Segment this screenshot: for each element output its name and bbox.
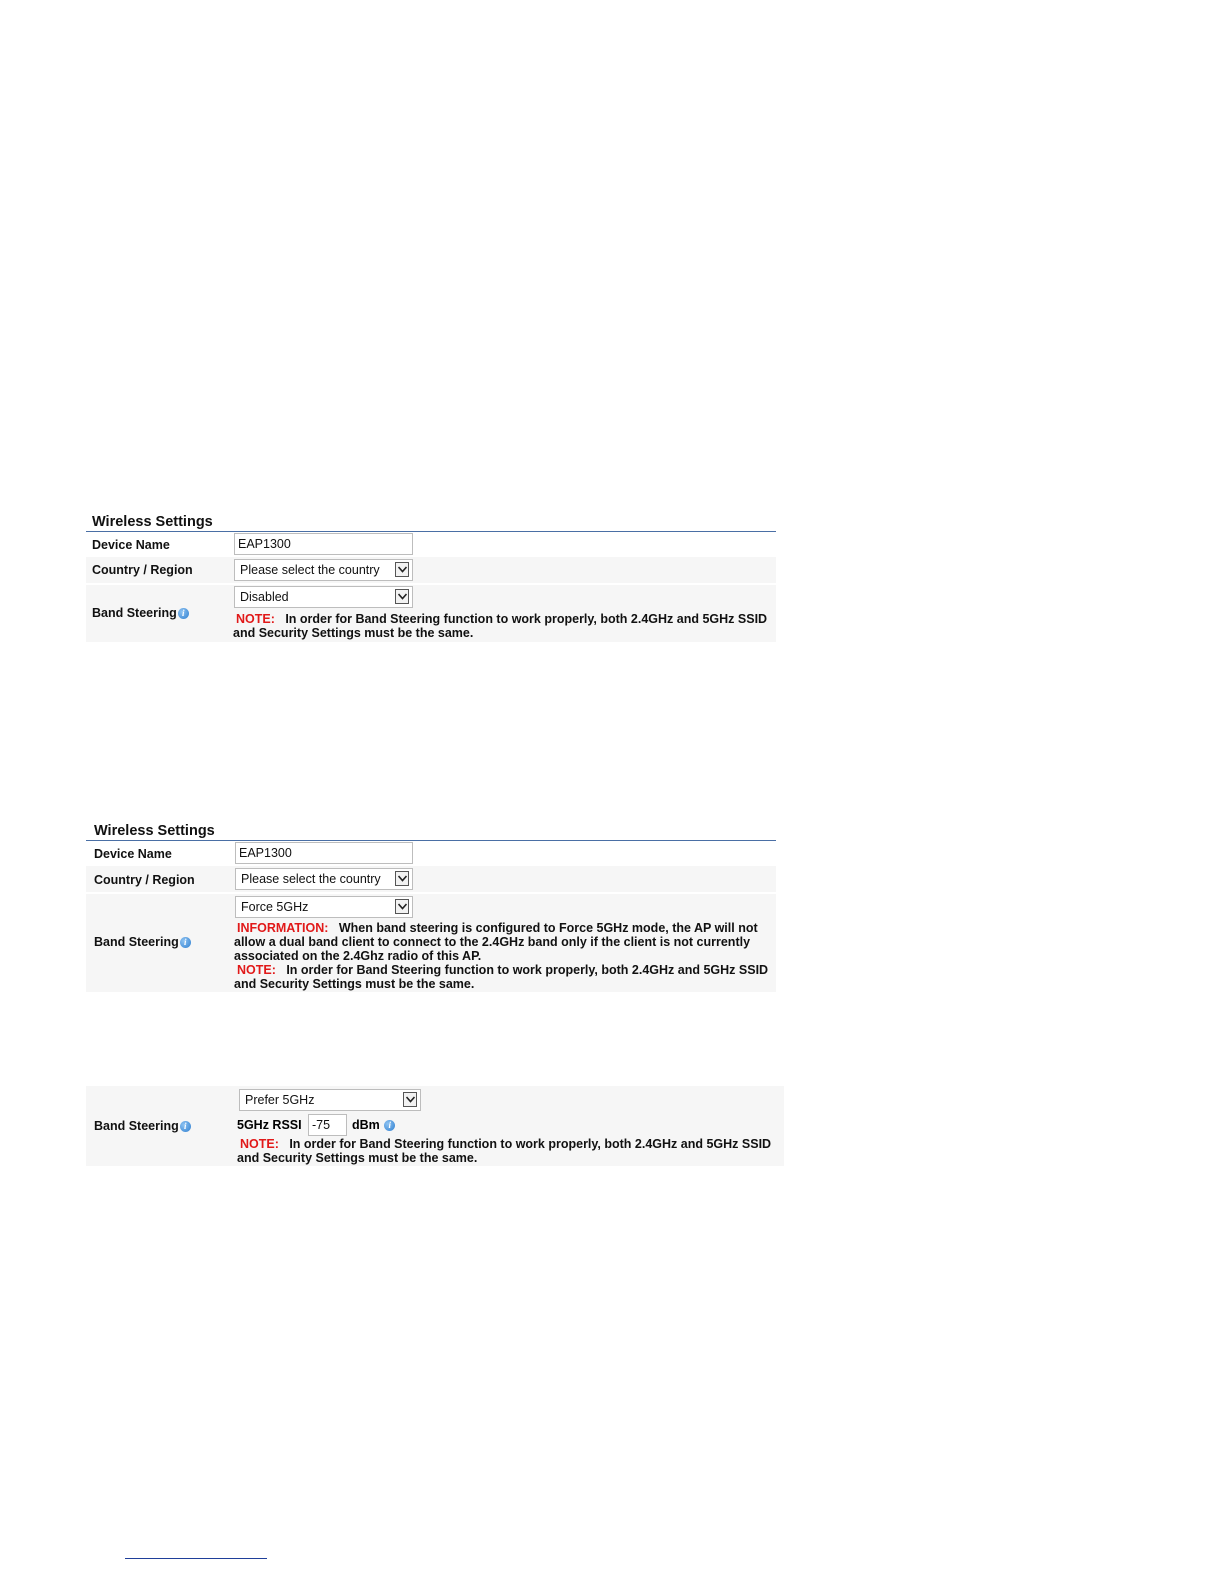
- wireless-settings-panel-2: [86, 820, 776, 992]
- note-line-2: and Security Settings must be the same.: [237, 1151, 478, 1165]
- information-line-3: associated on the 2.4Ghz radio of this AP.: [234, 949, 482, 963]
- device-name-label: Device Name: [94, 847, 172, 861]
- device-name-row: [86, 532, 776, 557]
- note-prefix: NOTE:: [237, 963, 276, 977]
- country-select-value: Please select the country: [240, 563, 380, 577]
- chevron-down-icon[interactable]: [395, 589, 409, 604]
- info-icon[interactable]: i: [178, 608, 189, 619]
- band-steering-select-value: Force 5GHz: [241, 900, 309, 914]
- note-line-2: and Security Settings must be the same.: [234, 977, 475, 991]
- footnote-divider: [125, 1558, 267, 1559]
- information-line-1: When band steering is configured to Force 5GHz mode, the AP will not: [338, 921, 758, 935]
- country-region-label: Country / Region: [92, 563, 193, 577]
- panel-title: Wireless Settings: [92, 514, 213, 530]
- rssi-unit: dBm: [352, 1118, 380, 1132]
- band-steering-select[interactable]: [235, 896, 413, 918]
- band-steering-row: [86, 1086, 784, 1166]
- band-steering-text: Band Steering: [94, 935, 179, 949]
- information-line-2: allow a dual band client to connect to the 2.4GHz band only if the client is not currently: [234, 935, 751, 949]
- band-steering-text: Band Steering: [92, 606, 177, 620]
- device-name-input[interactable]: [234, 533, 413, 555]
- chevron-down-icon[interactable]: [395, 871, 409, 886]
- band-steering-label: [92, 606, 189, 620]
- panel-title: Wireless Settings: [94, 823, 215, 839]
- band-steering-select-value: Disabled: [240, 590, 289, 604]
- note-line-2: and Security Settings must be the same.: [233, 626, 474, 640]
- country-select[interactable]: [235, 868, 413, 890]
- band-steering-prefer-panel: [86, 1086, 784, 1166]
- band-steering-row: [86, 894, 776, 992]
- band-steering-label: [94, 935, 191, 949]
- rssi-input[interactable]: [308, 1114, 347, 1136]
- chevron-down-icon[interactable]: [403, 1092, 417, 1107]
- information-prefix: INFORMATION:: [237, 921, 329, 935]
- rssi-unit-label: [352, 1118, 395, 1132]
- band-steering-text: Band Steering: [94, 1119, 179, 1133]
- band-steering-row: [86, 585, 776, 642]
- band-steering-note: [237, 1137, 785, 1165]
- chevron-down-icon[interactable]: [395, 562, 409, 577]
- band-steering-label: [94, 1119, 191, 1133]
- band-steering-note: [233, 612, 778, 640]
- note-line-1: In order for Band Steering function to work properly, both 2.4GHz and 5GHz SSID: [285, 612, 768, 626]
- info-icon[interactable]: i: [180, 1121, 191, 1132]
- band-steering-select[interactable]: [239, 1089, 421, 1111]
- note-line-1: In order for Band Steering function to work properly, both 2.4GHz and 5GHz SSID: [286, 963, 769, 977]
- info-icon[interactable]: i: [384, 1120, 395, 1131]
- chevron-down-icon[interactable]: [395, 899, 409, 914]
- device-name-input[interactable]: [235, 842, 413, 864]
- country-region-row: [86, 557, 776, 583]
- rssi-label: 5GHz RSSI: [237, 1118, 302, 1132]
- note-prefix: NOTE:: [236, 612, 275, 626]
- device-name-label: Device Name: [92, 538, 170, 552]
- info-icon[interactable]: i: [180, 937, 191, 948]
- note-line-1: In order for Band Steering function to work properly, both 2.4GHz and 5GHz SSID: [289, 1137, 772, 1151]
- band-steering-select-value: Prefer 5GHz: [245, 1093, 315, 1107]
- note-prefix: NOTE:: [240, 1137, 279, 1151]
- band-steering-select[interactable]: [234, 586, 413, 608]
- device-name-row: [86, 841, 776, 866]
- wireless-settings-panel-1: [86, 510, 776, 642]
- country-region-row: [86, 866, 776, 892]
- country-region-label: Country / Region: [94, 873, 195, 887]
- country-select-value: Please select the country: [241, 872, 381, 886]
- band-steering-information: [234, 921, 779, 991]
- country-select[interactable]: [234, 559, 413, 581]
